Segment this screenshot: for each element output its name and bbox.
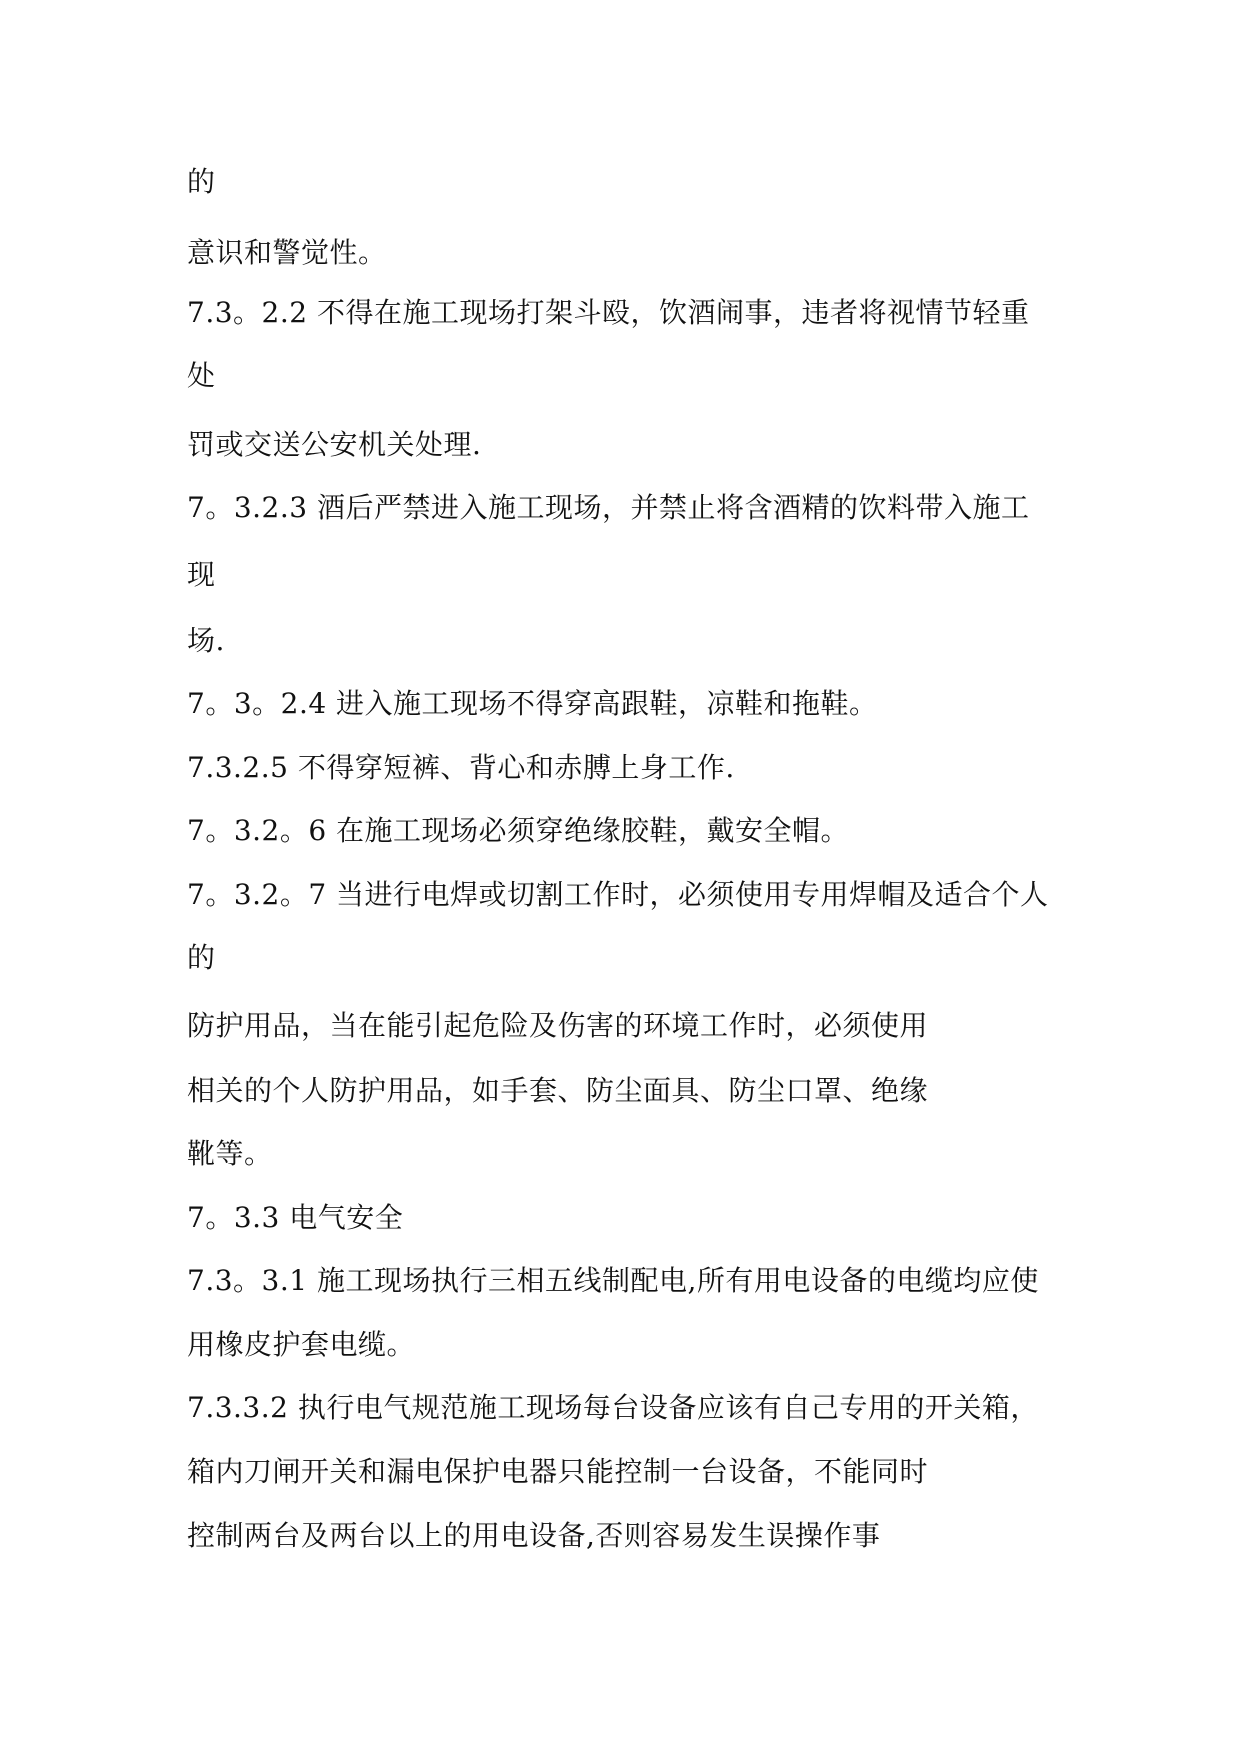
- text-line: 场.: [187, 624, 225, 657]
- text-line: 的: [187, 165, 216, 198]
- text-line: 箱内刀闸开关和漏电保护电器只能控制一台设备，不能同时: [187, 1455, 929, 1488]
- text-line: 7.3。2.2 不得在施工现场打架斗殴，饮酒闹事，违者将视情节轻重: [187, 296, 1030, 329]
- text-line: 7。3。2.4 进入施工现场不得穿高跟鞋，凉鞋和拖鞋。: [187, 687, 878, 720]
- text-line: 靴等。: [187, 1137, 273, 1170]
- text-line: 的: [187, 941, 216, 974]
- text-line: 现: [187, 558, 216, 591]
- text-line: 用橡皮护套电缆。: [187, 1328, 416, 1361]
- text-line: 7。3.2。7 当进行电焊或切割工作时，必须使用专用焊帽及适合个人: [187, 878, 1049, 911]
- text-line: 相关的个人防护用品，如手套、防尘面具、防尘口罩、绝缘: [187, 1074, 929, 1107]
- text-line: 7.3.2.5 不得穿短裤、背心和赤膊上身工作.: [187, 751, 735, 784]
- text-line: 处: [187, 359, 216, 392]
- text-line: 7。3.2。6 在施工现场必须穿绝缘胶鞋，戴安全帽。: [187, 814, 850, 847]
- text-line: 防护用品，当在能引起危险及伤害的环境工作时，必须使用: [187, 1009, 929, 1042]
- text-line: 控制两台及两台以上的用电设备,否则容易发生误操作事: [187, 1519, 881, 1552]
- section-heading: 7。3.3 电气安全: [187, 1201, 404, 1234]
- text-line: 罚或交送公安机关处理.: [187, 428, 482, 461]
- text-line: 7。3.2.3 酒后严禁进入施工现场，并禁止将含酒精的饮料带入施工: [187, 491, 1030, 524]
- text-line: 7.3.3.2 执行电气规范施工现场每台设备应该有自己专用的开关箱，: [187, 1391, 1039, 1424]
- text-line: 7.3。3.1 施工现场执行三相五线制配电,所有用电设备的电缆均应使: [187, 1264, 1039, 1297]
- text-line: 意识和警觉性。: [187, 236, 387, 269]
